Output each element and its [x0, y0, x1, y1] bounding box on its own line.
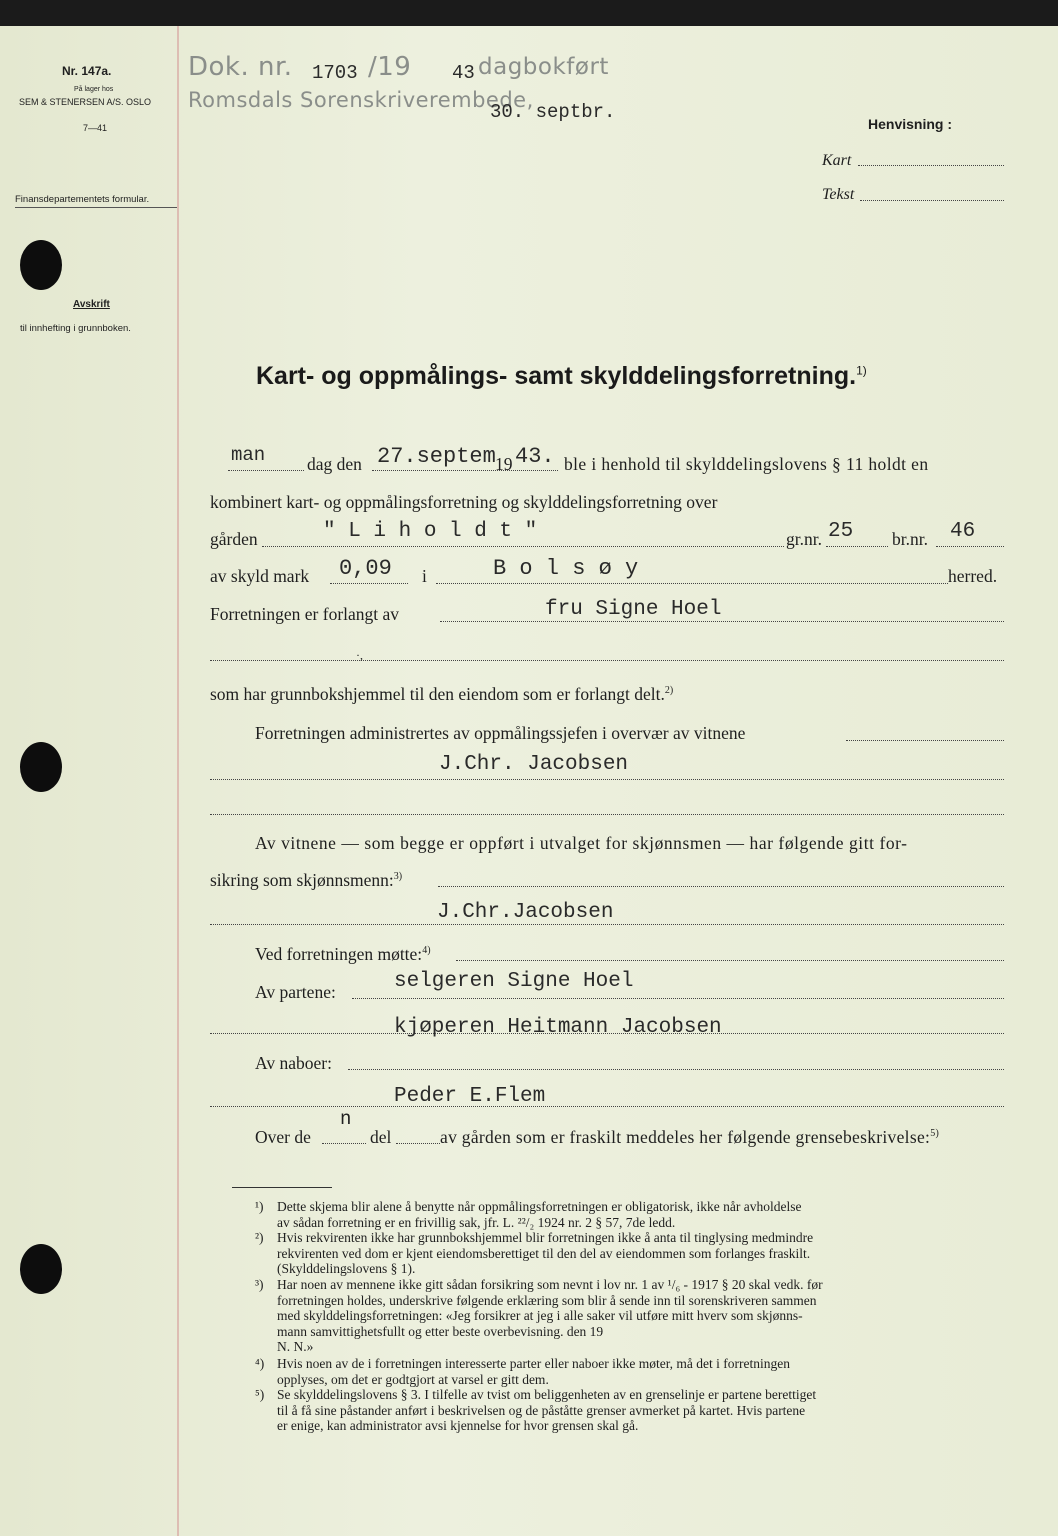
mott-note: 4): [422, 945, 431, 957]
boundary-text: av gården som er fraskilt meddeles her følgende grensebeskrivelse:: [440, 1127, 931, 1147]
skjonnsmann-line: [210, 924, 1004, 925]
witness-name-line: [210, 779, 1004, 780]
parties-label: Av partene:: [255, 982, 336, 1002]
grunnbok-text: som har grunnbokshjemmel til den eiendom som er forlangt delt.: [210, 684, 665, 704]
punch-hole-middle: [20, 742, 62, 792]
municipality: B o l s ø y: [493, 556, 639, 581]
doc-year: 43: [452, 62, 475, 84]
footnote-1-text: Dette skjema blir alene å benytte når oppmålingsforretningen er obligatorisk, ikke når avholdelse av sådan forretning er en frivillig sak, jfr. L. ²²/₂ 1924 nr. 2 § 57, 7de ledd.: [277, 1199, 802, 1230]
neighbor-name: Peder E.Flem: [394, 1085, 546, 1108]
over-label: Over de: [255, 1127, 311, 1147]
footnote-5-text: Se skylddelingslovens § 3. I tilfelle av tvist om beliggenheten av en grenselinje er partene berettiget til å få sine påstander anført i beskrivelsen og de påståtte grenser avmerket på kartet. Hvis partene er enige, kan administrator avsi kjennelse for hvor grensen skal gå.: [277, 1387, 817, 1433]
year-prefix: 19: [495, 454, 513, 474]
grunnbok-line: [210, 684, 673, 705]
printer-line-2: SEM & STENERSEN A/S. OSLO: [19, 97, 152, 107]
reference-text: Tekst: [822, 186, 855, 203]
footnote-4-num: ⁴): [255, 1356, 265, 1371]
margin-rule: [177, 26, 179, 1536]
boundary-note: 5): [930, 1128, 940, 1140]
footnote-4-text: Hvis noen av de i forretningen interesserte parter eller naboer ikke møter, må det i forretningen opplyses, om det er godtgjort at varsel er gitt dem.: [277, 1356, 791, 1387]
herred-label: herred.: [948, 566, 998, 586]
requested-label: Forretningen er forlangt av: [210, 604, 400, 624]
stray-mark: ·,: [356, 648, 363, 662]
boundary-line: [440, 1127, 939, 1148]
ministry-label: Finansdepartementets formular.: [15, 194, 150, 205]
footnote-3-num: ³): [255, 1277, 264, 1292]
witness-name: J.Chr. Jacobsen: [439, 753, 629, 776]
doc-number: 1703: [312, 62, 358, 84]
year-typed: 43.: [515, 444, 555, 469]
grnr-value: 25: [828, 520, 854, 543]
party-buyer-line: [210, 1033, 1004, 1034]
municipality-line: [436, 583, 948, 584]
mott-line: [456, 960, 1004, 961]
footnote-2-num: ²): [255, 1230, 264, 1245]
footnote-3-text: Har noen av mennene ikke gitt sådan forsikring som nevnt i lov nr. 1 av ¹/₆ - 1917 § 20 skal vedk. før forretningen holdes, underskrive følgende erklæring som blir å sende inn til sorenskriveren sammen med skylddelingsforretningen: «Jeg forsikrer at jeg i alle saker vil utføre mitt hverv som skjønns- mann samvittighetsfullt og etter beste overbevisning. den 19 N. N.»: [277, 1277, 823, 1354]
brnr-label: br.nr.: [892, 529, 928, 549]
reference-map-line: [858, 165, 1004, 166]
weekday-line: [228, 470, 304, 471]
admin-line: Forretningen administrertes av oppmålingssjefen i overvær av vitnene: [255, 723, 746, 743]
line2: kombinert kart- og oppmålingsforretning og skylddelingsforretning over: [210, 492, 718, 512]
page-title-note: 1): [856, 363, 867, 378]
stamp-date: 30. septbr.: [490, 101, 616, 123]
farm-line: [262, 546, 784, 547]
printer-line-3: 7—41: [83, 123, 108, 133]
over-line-2: [396, 1143, 440, 1144]
form-number: Nr. 147a.: [62, 64, 112, 78]
grnr-label: gr.nr.: [786, 529, 822, 549]
del-label: del: [370, 1127, 392, 1147]
neighbors-label: Av naboer:: [255, 1053, 332, 1073]
witness-line-2-dots: [438, 886, 1004, 887]
printer-line-1: På lager hos: [74, 86, 114, 93]
date-line: [372, 470, 558, 471]
witness-line-1: Av vitnene — som begge er oppført i utvalget for skjønnsmen — har følgende gitt for-: [255, 833, 908, 853]
admin-line-dots: [846, 740, 1004, 741]
neighbors-line: [348, 1069, 1004, 1070]
page-title: [256, 362, 867, 391]
copy-sub: til innhefting i grunnboken.: [20, 323, 131, 334]
over-line-1: [322, 1143, 366, 1144]
neighbor-line: [210, 1106, 1004, 1107]
i-label: i: [422, 566, 427, 586]
grunnbok-note: 2): [664, 685, 674, 697]
reference-map: Kart: [822, 152, 852, 169]
skyld-line: [330, 583, 408, 584]
party-buyer: kjøperen Heitmann Jacobsen: [394, 1016, 722, 1039]
line1-rest: ble i henhold til skylddelingslovens § 11 holdt en: [564, 454, 929, 474]
witness-blank-line: [210, 814, 1004, 815]
farm-label: gården: [210, 529, 258, 549]
requested-by: fru Signe Hoel: [545, 598, 722, 621]
brnr-value: 46: [950, 520, 976, 543]
party-seller-line: [352, 998, 1004, 999]
party-seller: selgeren Signe Hoel: [394, 970, 634, 993]
ministry-rule: [15, 207, 177, 208]
witness-line-2: [210, 870, 402, 891]
doc-year-prefix: /19: [368, 52, 412, 82]
footnote-5-num: ⁵): [255, 1387, 265, 1402]
punch-hole-bottom: [20, 1244, 62, 1294]
footnote-2-text: Hvis rekvirenten ikke har grunnbokshjemmel blir forretningen ikke å anta til tinglysing medmindre rekvirenten ved dom er kjent eiendomsberettiget til den del av eiendommen som forlanges fraskilt. (Skylddelingslovens § 1).: [277, 1230, 814, 1276]
mott-label-text: Ved forretningen møtte:: [255, 944, 423, 964]
doc-number-label: Dok. nr.: [188, 52, 293, 82]
weekday: man: [231, 444, 266, 466]
page-title-text: Kart- og oppmålings- samt skylddelingsforretning.: [256, 362, 857, 390]
office-stamp: Romsdals Sorenskriverembede,: [188, 88, 534, 112]
requested-line: [440, 621, 1004, 622]
witness-line-2-note: 3): [393, 871, 403, 883]
skyld-value: 0,09: [339, 556, 392, 581]
skjonnsmann-name: J.Chr.Jacobsen: [437, 901, 614, 924]
requested-extra-line: [210, 660, 1004, 661]
copy-label: Avskrift: [73, 299, 110, 310]
skyld-label: av skyld mark: [210, 566, 310, 586]
footnote-1-num: ¹): [255, 1199, 264, 1214]
brnr-line: [936, 546, 1004, 547]
mott-label: [255, 944, 431, 965]
grnr-line: [826, 546, 888, 547]
over-handwritten: n: [340, 1108, 352, 1130]
footnote-rule: [232, 1187, 332, 1188]
reference-text-line: [860, 200, 1004, 201]
reference-title: Henvisning :: [868, 116, 953, 132]
dag-den-label: dag den: [307, 454, 362, 474]
date-typed: 27.septem: [377, 444, 496, 469]
witness-line-2-text: sikring som skjønnsmenn:: [210, 870, 394, 890]
farm-name: " L i h o l d t ": [323, 520, 538, 543]
scan-top-edge: [0, 0, 1058, 26]
punch-hole-top: [20, 240, 62, 290]
journal-stamp: dagbokført: [478, 54, 609, 80]
